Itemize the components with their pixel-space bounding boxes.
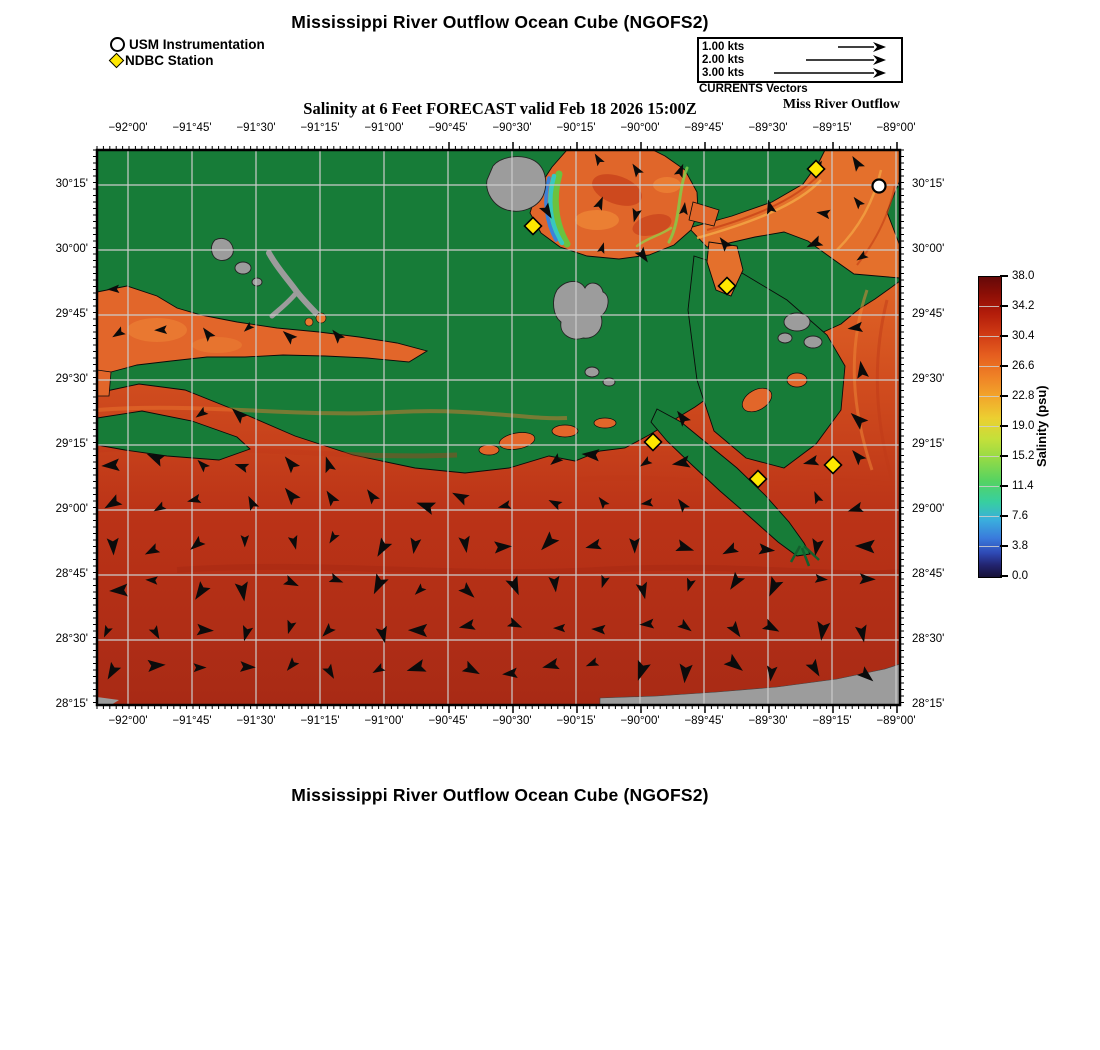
lat-tick-label-right: 28°15' <box>912 698 945 710</box>
lon-tick-label-top: −90°45' <box>428 122 468 134</box>
lat-tick-label-left: 30°00' <box>55 243 88 255</box>
lon-tick-label-top: −91°30' <box>236 122 276 134</box>
colorbar-tick-mark <box>1000 545 1008 547</box>
vector-arrow-3kt-icon <box>754 67 888 79</box>
currents-row-1-label: 1.00 kts <box>702 40 745 53</box>
currents-scale-box <box>697 37 903 83</box>
lat-tick-label-right: 30°15' <box>912 178 945 190</box>
lat-tick-label-left: 28°15' <box>55 698 88 710</box>
currents-row-2-label: 2.00 kts <box>702 53 745 66</box>
lon-tick-label-top: −89°00' <box>876 122 916 134</box>
currents-row-1 <box>702 40 898 53</box>
colorbar-separator <box>979 426 999 427</box>
colorbar-tick-mark <box>1000 455 1008 457</box>
lat-tick-label-right: 28°30' <box>912 633 945 645</box>
lat-tick-label-right: 29°15' <box>912 438 945 450</box>
main-title: Mississippi River Outflow Ocean Cube (NGOFS2) <box>291 12 709 32</box>
station-legend <box>110 36 265 68</box>
colorbar-tick-label: 30.4 <box>1012 330 1035 342</box>
colorbar-tick-mark <box>1000 365 1008 367</box>
lon-tick-label-bottom: −90°45' <box>428 715 468 727</box>
lon-tick-label-top: −91°00' <box>364 122 404 134</box>
lat-tick-label-left: 29°15' <box>55 438 88 450</box>
bay-gulf-connector <box>97 370 111 396</box>
lon-tick-label-top: −91°15' <box>300 122 340 134</box>
lon-tick-label-bottom: −89°15' <box>812 715 852 727</box>
lat-tick-label-left: 29°00' <box>55 503 88 515</box>
colorbar-tick-mark <box>1000 335 1008 337</box>
lon-tick-label-bottom: −90°00' <box>620 715 660 727</box>
lon-tick-label-bottom: −89°45' <box>684 715 724 727</box>
colorbar-tick-mark <box>1000 305 1008 307</box>
colorbar-tick-label: 0.0 <box>1012 570 1028 582</box>
colorbar-tick-label: 3.8 <box>1012 540 1028 552</box>
vector-arrow-2kt-icon <box>754 54 888 66</box>
colorbar-separator <box>979 456 999 457</box>
colorbar-tick-mark <box>1000 485 1008 487</box>
colorbar-tick-mark <box>1000 275 1008 277</box>
colorbar-separator <box>979 546 999 547</box>
colorbar-tick-label: 19.0 <box>1012 420 1035 432</box>
colorbar-tick-label: 11.4 <box>1012 480 1034 492</box>
colorbar-separator <box>979 306 999 307</box>
colorbar-tick-mark <box>1000 425 1008 427</box>
footer-title: Mississippi River Outflow Ocean Cube (NGOFS2) <box>291 785 709 805</box>
colorbar-tick-label: 34.2 <box>1012 300 1035 312</box>
lon-tick-label-bottom: −89°30' <box>748 715 788 727</box>
usm-circle-icon <box>110 37 125 52</box>
lat-tick-label-left: 29°45' <box>55 308 88 320</box>
colorbar-separator <box>979 396 999 397</box>
lon-tick-label-top: −89°15' <box>812 122 852 134</box>
colorbar-title: Salinity (psu) <box>1034 385 1049 467</box>
lon-tick-label-bottom: −90°15' <box>556 715 596 727</box>
lat-tick-label-left: 30°15' <box>55 178 88 190</box>
lat-tick-label-right: 30°00' <box>912 243 945 255</box>
vector-arrow-1kt-icon <box>754 41 888 53</box>
map-geography <box>97 150 900 705</box>
legend-usm-label: USM Instrumentation <box>129 36 265 52</box>
colorbar-tick-mark <box>1000 395 1008 397</box>
colorbar-separator <box>979 366 999 367</box>
colorbar-tick-label: 38.0 <box>1012 270 1035 282</box>
currents-caption: CURRENTS Vectors <box>699 83 808 95</box>
lat-tick-label-right: 29°00' <box>912 503 945 515</box>
lat-tick-label-left: 29°30' <box>55 373 88 385</box>
colorbar-tick-label: 22.8 <box>1012 390 1035 402</box>
lon-tick-label-bottom: −91°00' <box>364 715 404 727</box>
lon-tick-label-bottom: −90°30' <box>492 715 532 727</box>
lon-tick-label-top: −89°45' <box>684 122 724 134</box>
colorbar-tick-label: 15.2 <box>1012 450 1035 462</box>
region-label: Miss River Outflow <box>782 97 900 112</box>
salinity-colorbar <box>978 276 1002 578</box>
lon-tick-label-bottom: −92°00' <box>108 715 148 727</box>
colorbar-separator <box>979 516 999 517</box>
lon-tick-label-bottom: −91°15' <box>300 715 340 727</box>
lat-tick-label-right: 28°45' <box>912 568 945 580</box>
colorbar-tick-mark <box>1000 515 1008 517</box>
lat-tick-label-left: 28°30' <box>55 633 88 645</box>
lat-tick-label-left: 28°45' <box>55 568 88 580</box>
colorbar-separator <box>979 486 999 487</box>
forecast-subtitle: Salinity at 6 Feet FORECAST valid Feb 18 2026 15:00Z <box>303 99 697 118</box>
salinity-map <box>87 140 910 715</box>
colorbar-tick-mark <box>1000 575 1008 577</box>
legend-ndbc-label: NDBC Station <box>125 52 214 68</box>
colorbar-tick-label: 7.6 <box>1012 510 1028 522</box>
lake-maurepas <box>487 157 546 212</box>
lon-tick-label-top: −92°00' <box>108 122 148 134</box>
lon-tick-label-bottom: −89°00' <box>876 715 916 727</box>
currents-row-2 <box>702 53 898 66</box>
lon-tick-label-bottom: −91°45' <box>172 715 212 727</box>
currents-row-3-label: 3.00 kts <box>702 66 745 79</box>
lon-tick-label-top: −90°30' <box>492 122 532 134</box>
lon-tick-label-top: −90°00' <box>620 122 660 134</box>
usm-station-marker <box>873 180 886 193</box>
lat-tick-label-right: 29°45' <box>912 308 945 320</box>
legend-row-usm <box>110 36 265 52</box>
currents-row-3 <box>702 66 898 79</box>
legend-row-ndbc <box>110 52 265 68</box>
lon-tick-label-top: −89°30' <box>748 122 788 134</box>
lon-tick-label-top: −91°45' <box>172 122 212 134</box>
lon-tick-label-bottom: −91°30' <box>236 715 276 727</box>
ndbc-diamond-icon <box>109 52 125 68</box>
colorbar-tick-label: 26.6 <box>1012 360 1035 372</box>
colorbar-separator <box>979 336 999 337</box>
lat-tick-label-right: 29°30' <box>912 373 945 385</box>
lon-tick-label-top: −90°15' <box>556 122 596 134</box>
